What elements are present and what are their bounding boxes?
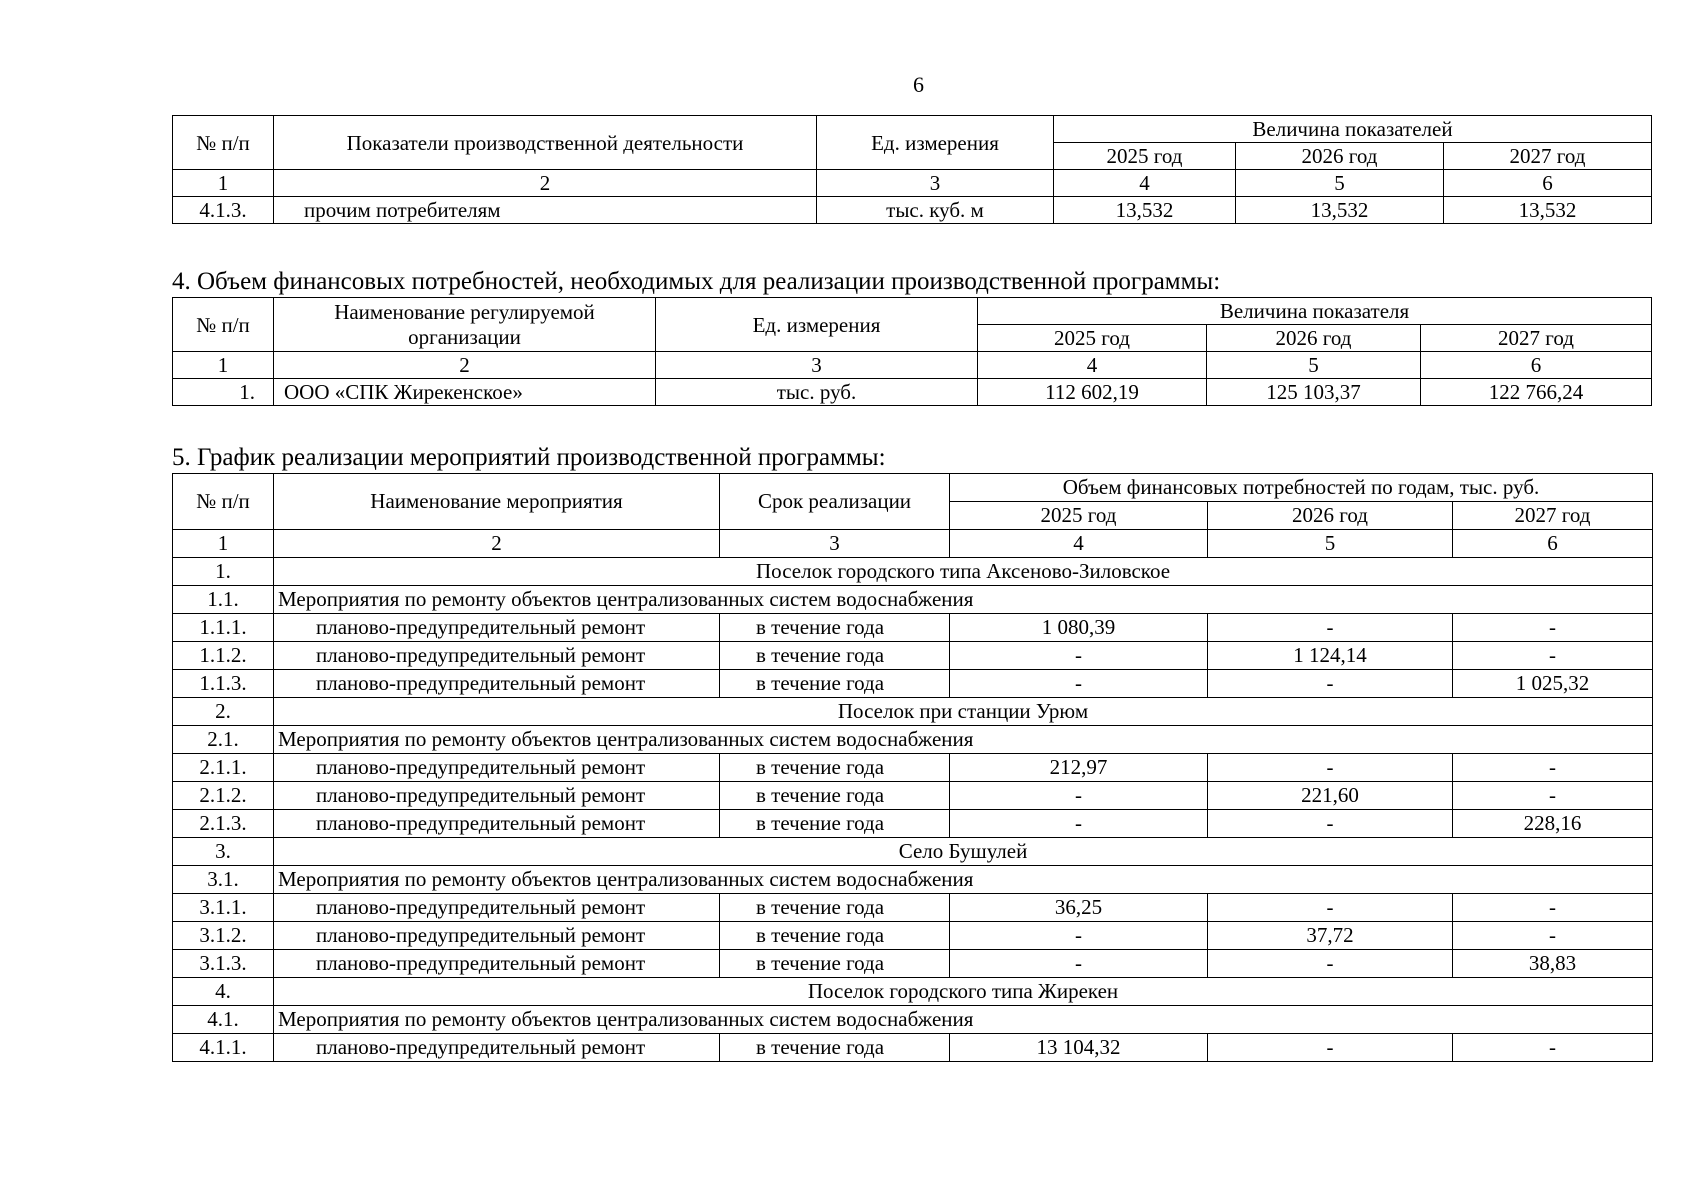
row-value: 13,532: [1054, 197, 1236, 224]
row-num: 1.: [173, 558, 274, 586]
row-num: 4.1.3.: [173, 197, 274, 224]
row-term: в течение года: [720, 810, 950, 838]
group-name: Мероприятия по ремонту объектов централизованных систем водоснабжения: [274, 586, 1653, 614]
row-num: 2.1.3.: [173, 810, 274, 838]
row-term: в течение года: [720, 922, 950, 950]
row-name: планово-предупредительный ремонт: [274, 950, 720, 978]
row-value: 1 025,32: [1453, 670, 1653, 698]
page-number: 6: [913, 72, 924, 97]
row-org: ООО «СПК Жирекенское»: [274, 379, 656, 406]
column-numbers-row: [173, 170, 1652, 197]
row-num: 3.1.: [173, 866, 274, 894]
col-number: 2: [274, 170, 817, 197]
col-number: 6: [1444, 170, 1652, 197]
header-year: 2025 год: [1054, 143, 1236, 170]
table-row: [173, 838, 1653, 866]
header-num: № п/п: [173, 298, 274, 352]
row-num: 2.: [173, 698, 274, 726]
table-row: [173, 197, 1652, 224]
row-value: -: [1453, 1034, 1653, 1062]
col-number: 4: [978, 352, 1207, 379]
header-year: 2027 год: [1421, 325, 1652, 352]
header-year: 2025 год: [950, 502, 1208, 530]
row-value: 1 124,14: [1208, 642, 1453, 670]
col-number: 5: [1236, 170, 1444, 197]
section-4-title: 4. Объем финансовых потребностей, необходимых для реализации производственной программы:: [172, 268, 1221, 295]
col-number: 1: [173, 352, 274, 379]
row-value: -: [1453, 782, 1653, 810]
production-indicators-table: [172, 115, 1652, 224]
row-num: 4.1.1.: [173, 1034, 274, 1062]
row-name: прочим потребителям: [274, 197, 817, 224]
row-num: 1.: [173, 379, 274, 406]
row-value: -: [1208, 810, 1453, 838]
header-year: 2026 год: [1208, 502, 1453, 530]
row-value: -: [950, 810, 1208, 838]
header-year: 2026 год: [1236, 143, 1444, 170]
row-num: 3.1.1.: [173, 894, 274, 922]
row-term: в течение года: [720, 614, 950, 642]
row-name: планово-предупредительный ремонт: [274, 810, 720, 838]
header-group: Величина показателя: [978, 298, 1652, 325]
row-name: планово-предупредительный ремонт: [274, 1034, 720, 1062]
row-value: -: [1208, 894, 1453, 922]
row-num: 1.1.2.: [173, 642, 274, 670]
row-value: 125 103,37: [1207, 379, 1421, 406]
row-num: 1.1.: [173, 586, 274, 614]
row-name: планово-предупредительный ремонт: [274, 642, 720, 670]
locality-name: Поселок городского типа Жирекен: [274, 978, 1653, 1006]
table-row: [173, 726, 1653, 754]
row-unit: тыс. куб. м: [817, 197, 1054, 224]
row-value: -: [950, 670, 1208, 698]
header-group: Величина показателей: [1054, 116, 1652, 143]
row-value: 1 080,39: [950, 614, 1208, 642]
group-name: Мероприятия по ремонту объектов централизованных систем водоснабжения: [274, 726, 1653, 754]
row-num: 4.1.: [173, 1006, 274, 1034]
row-num: 2.1.1.: [173, 754, 274, 782]
table-row: [173, 894, 1653, 922]
locality-name: Поселок городского типа Аксеново-Зиловское: [274, 558, 1653, 586]
col-number: 3: [656, 352, 978, 379]
row-value: 13,532: [1444, 197, 1652, 224]
column-numbers-row: [173, 530, 1653, 558]
row-term: в течение года: [720, 754, 950, 782]
row-unit: тыс. руб.: [656, 379, 978, 406]
col-number: 4: [950, 530, 1208, 558]
row-num: 3.1.2.: [173, 922, 274, 950]
row-value: -: [1208, 754, 1453, 782]
col-number: 1: [173, 170, 274, 197]
header-year: 2025 год: [978, 325, 1207, 352]
header-org: Наименование регулируемой организации: [274, 298, 656, 352]
header-num: № п/п: [173, 116, 274, 170]
table-row: [173, 379, 1652, 406]
activities-body: [173, 558, 1653, 1062]
row-name: планово-предупредительный ремонт: [274, 670, 720, 698]
row-term: в течение года: [720, 782, 950, 810]
row-value: -: [1208, 1034, 1453, 1062]
col-number: 5: [1207, 352, 1421, 379]
row-value: -: [1208, 670, 1453, 698]
header-group: Объем финансовых потребностей по годам, тыс. руб.: [950, 474, 1653, 502]
table-row: [173, 782, 1653, 810]
row-value: 13,532: [1236, 197, 1444, 224]
row-num: 4.: [173, 978, 274, 1006]
row-num: 1.1.3.: [173, 670, 274, 698]
col-number: 6: [1421, 352, 1652, 379]
header-year: 2026 год: [1207, 325, 1421, 352]
row-term: в течение года: [720, 670, 950, 698]
table-row: [173, 614, 1653, 642]
table-row: [173, 558, 1653, 586]
col-number: 4: [1054, 170, 1236, 197]
row-value: -: [950, 642, 1208, 670]
row-value: 228,16: [1453, 810, 1653, 838]
header-name: Наименование мероприятия: [274, 474, 720, 530]
row-value: 112 602,19: [978, 379, 1207, 406]
table-row: [173, 586, 1653, 614]
row-term: в течение года: [720, 894, 950, 922]
locality-name: Село Бушулей: [274, 838, 1653, 866]
row-name: планово-предупредительный ремонт: [274, 922, 720, 950]
group-name: Мероприятия по ремонту объектов централизованных систем водоснабжения: [274, 1006, 1653, 1034]
row-value: 36,25: [950, 894, 1208, 922]
header-num: № п/п: [173, 474, 274, 530]
row-name: планово-предупредительный ремонт: [274, 894, 720, 922]
col-number: 1: [173, 530, 274, 558]
row-value: -: [1453, 614, 1653, 642]
activities-schedule-table: [172, 473, 1653, 1062]
group-name: Мероприятия по ремонту объектов централизованных систем водоснабжения: [274, 866, 1653, 894]
row-value: -: [1208, 614, 1453, 642]
col-number: 6: [1453, 530, 1653, 558]
row-value: 38,83: [1453, 950, 1653, 978]
col-number: 3: [720, 530, 950, 558]
column-numbers-row: [173, 352, 1652, 379]
col-number: 2: [274, 352, 656, 379]
table-row: [173, 754, 1653, 782]
row-value: -: [1453, 642, 1653, 670]
row-term: в течение года: [720, 642, 950, 670]
row-value: -: [1453, 754, 1653, 782]
table-row: [173, 670, 1653, 698]
table-row: [173, 950, 1653, 978]
locality-name: Поселок при станции Урюм: [274, 698, 1653, 726]
row-value: 122 766,24: [1421, 379, 1652, 406]
col-number: 5: [1208, 530, 1453, 558]
header-term: Срок реализации: [720, 474, 950, 530]
row-value: -: [950, 922, 1208, 950]
row-name: планово-предупредительный ремонт: [274, 614, 720, 642]
row-value: -: [1208, 950, 1453, 978]
row-num: 1.1.1.: [173, 614, 274, 642]
table-row: [173, 978, 1653, 1006]
table-row: [173, 1034, 1653, 1062]
row-value: -: [950, 782, 1208, 810]
section-5-title: 5. График реализации мероприятий производственной программы:: [172, 444, 886, 471]
table-row: [173, 866, 1653, 894]
row-num: 2.1.: [173, 726, 274, 754]
header-indicator: Показатели производственной деятельности: [274, 116, 817, 170]
header-unit: Ед. измерения: [817, 116, 1054, 170]
table-row: [173, 642, 1653, 670]
header-unit: Ед. измерения: [656, 298, 978, 352]
row-term: в течение года: [720, 950, 950, 978]
financial-needs-table: [172, 297, 1652, 406]
row-num: 2.1.2.: [173, 782, 274, 810]
col-number: 2: [274, 530, 720, 558]
header-year: 2027 год: [1444, 143, 1652, 170]
row-name: планово-предупредительный ремонт: [274, 754, 720, 782]
col-number: 3: [817, 170, 1054, 197]
row-num: 3.1.3.: [173, 950, 274, 978]
row-value: -: [1453, 922, 1653, 950]
row-value: 13 104,32: [950, 1034, 1208, 1062]
header-year: 2027 год: [1453, 502, 1653, 530]
row-name: планово-предупредительный ремонт: [274, 782, 720, 810]
table-row: [173, 810, 1653, 838]
table-row: [173, 922, 1653, 950]
row-value: 212,97: [950, 754, 1208, 782]
row-value: -: [1453, 894, 1653, 922]
row-value: 37,72: [1208, 922, 1453, 950]
row-num: 3.: [173, 838, 274, 866]
row-value: 221,60: [1208, 782, 1453, 810]
row-term: в течение года: [720, 1034, 950, 1062]
table-row: [173, 698, 1653, 726]
table-row: [173, 1006, 1653, 1034]
row-value: -: [950, 950, 1208, 978]
